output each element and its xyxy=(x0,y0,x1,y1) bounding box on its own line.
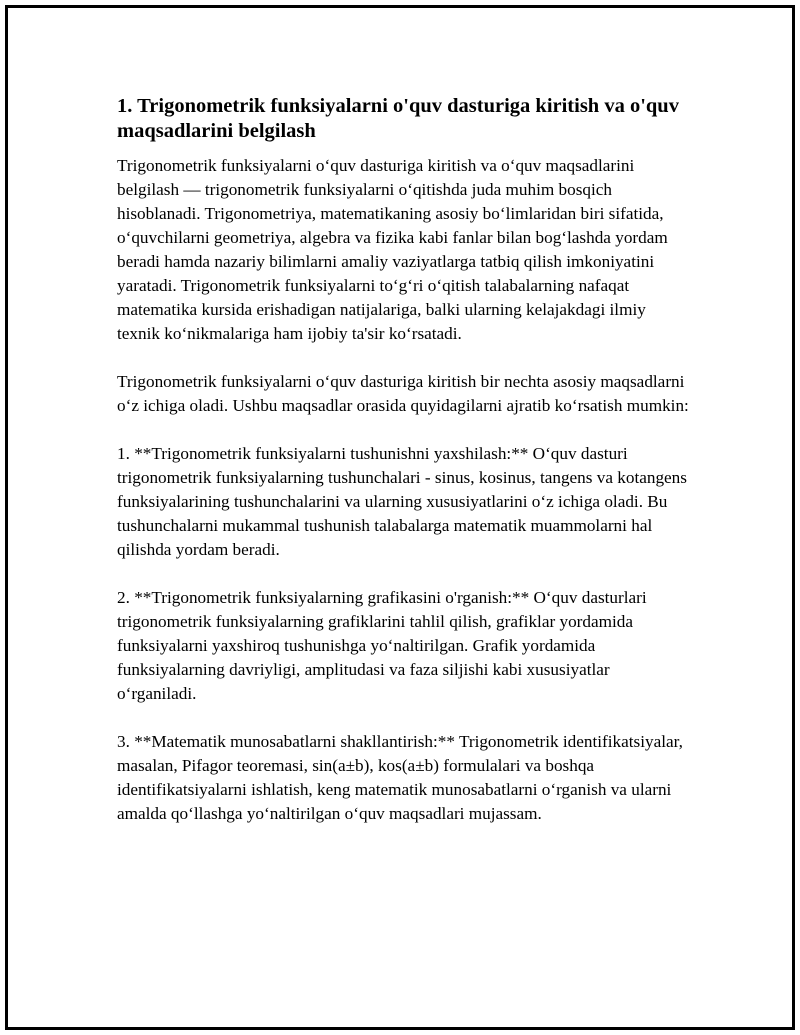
document-body xyxy=(117,94,691,850)
list-item-1: 1. **Trigonometrik funksiyalarni tushunishni yaxshilash:** O‘quv dasturi trigonometrik funksiyalarning tushunchalari - sinus, kosinus, tangens va kotangens funksiyalarining tushunchalarini va ularning xususiyatlarini o‘z ichiga oladi. Bu tushunchalarni mukammal tushunish talabalarga matematik muammolarni hal qilishda yordam beradi. xyxy=(117,444,687,559)
paragraph-intro: Trigonometrik funksiyalarni o‘quv dasturiga kiritish va o‘quv maqsadlarini belgilash — trigonometrik funksiyalarni o‘qitishda juda muhim bosqich hisoblanadi. Trigonometriya, matematikaning asosiy bo‘limlaridan biri sifatida, o‘quvchilarni geometriya, algebra va fizika kabi fanlar bilan bog‘lashda yordam beradi hamda nazariy bilimlarni amaliy vaziyatlarga tatbiq qilish imkoniyatini yaratadi. Trigonometrik funksiyalarni to‘g‘ri o‘qitish talabalarning nafaqat matematika kursida erishadigan natijalariga, balki ularning kelajakdagi ilmiy texnik ko‘nikmalariga ham ijobiy ta'sir ko‘rsatadi. xyxy=(117,156,668,343)
list-item-2: 2. **Trigonometrik funksiyalarning grafikasini o'rganish:** O‘quv dasturlari trigonometrik funksiyalarning grafiklarini tahlil qilish, grafiklar yordamida funksiyalarni yaxshiroq tushunishga yo‘naltirilgan. Grafik yordamida funksiyalarning davriyligi, amplitudasi va faza siljishi kabi xususiyatlar o‘rganiladi. xyxy=(117,588,647,703)
paragraph-goals-intro: Trigonometrik funksiyalarni o‘quv dasturiga kiritish bir nechta asosiy maqsadlarni o‘z ichiga oladi. Ushbu maqsadlar orasida quyidagilarni ajratib ko‘rsatish mumkin: xyxy=(117,372,689,415)
list-item-3: 3. **Matematik munosabatlarni shakllantirish:** Trigonometrik identifikatsiyalar, masalan, Pifagor teoremasi, sin(a±b), kos(a±b) formulalari va boshqa identifikatsiyalarni ishlatish, keng matematik munosabatlarni o‘rganish va ularni amalda qo‘llashga yo‘naltirilgan o‘quv maqsadlari mujassam. xyxy=(117,732,683,823)
section-heading: 1. Trigonometrik funksiyalarni o'quv dasturiga kiritish va o'quv maqsadlarini belgilash xyxy=(117,95,679,142)
